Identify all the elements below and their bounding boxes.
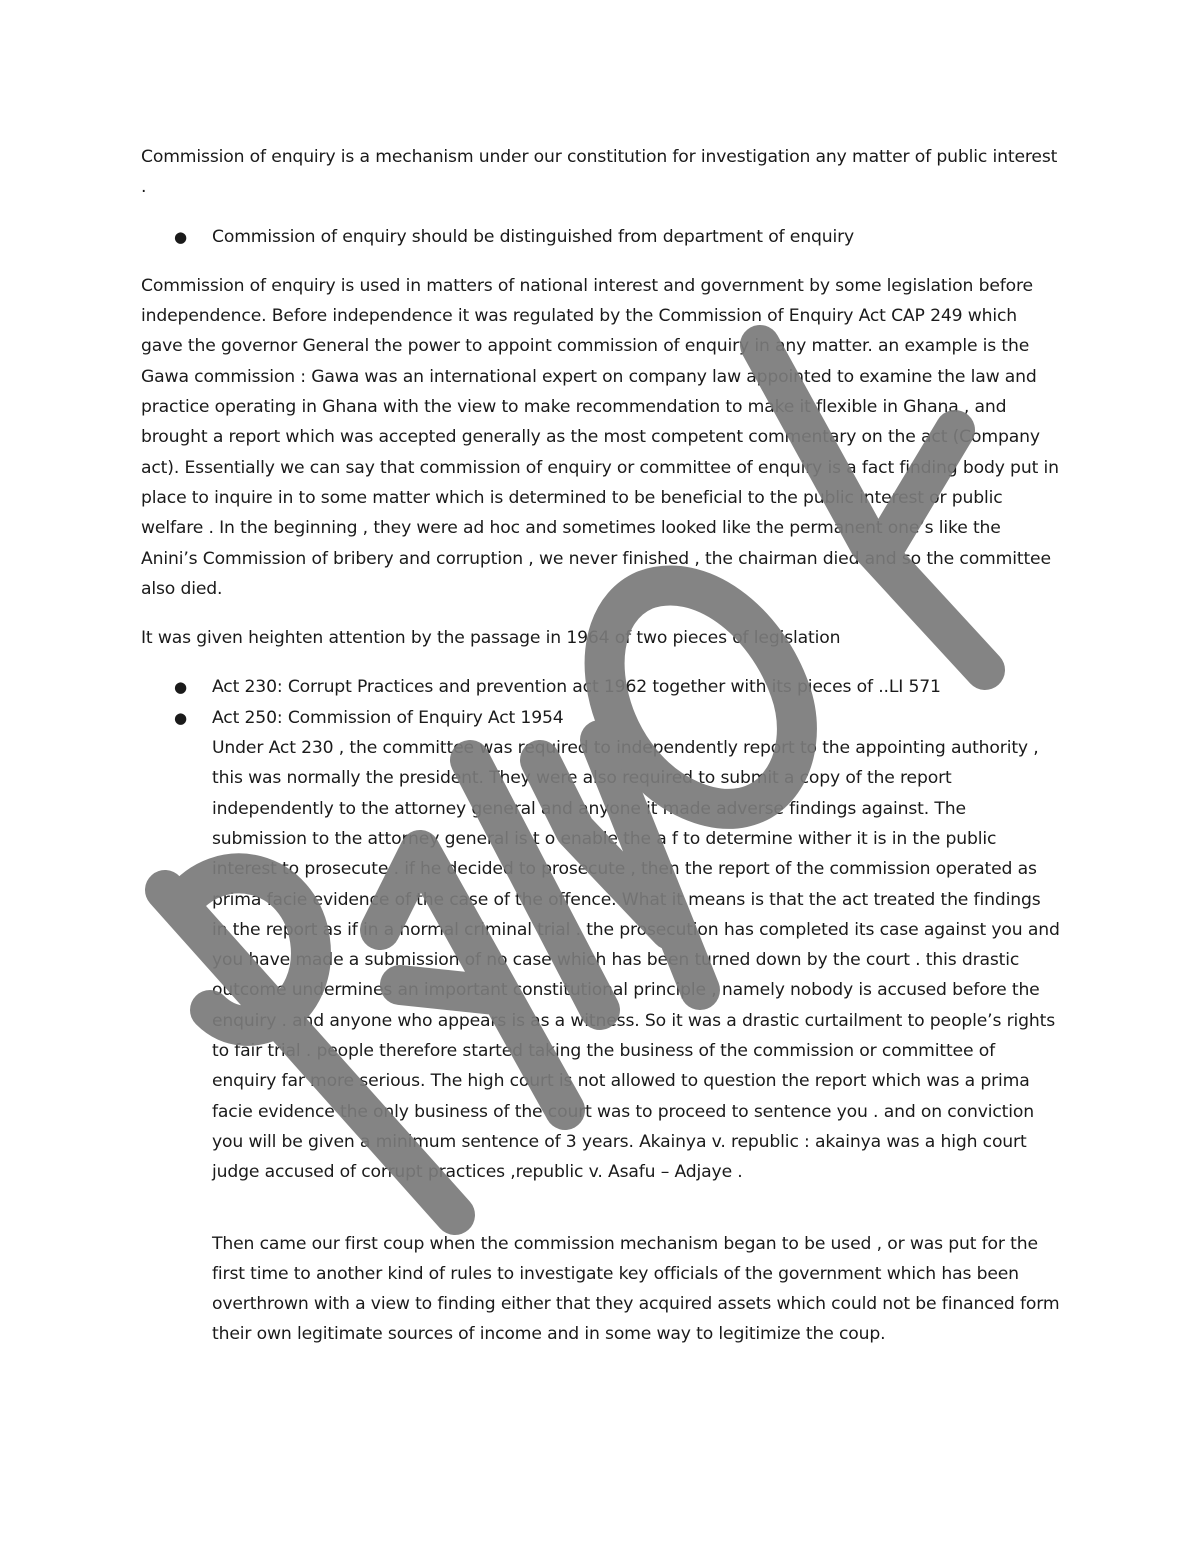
spacer [141,1188,1061,1229]
act-230-paragraph: Under Act 230 , the committee was required to independently report to the appointing authority , this was normally the president. They were also required to submit a copy of the report independently to the attorney general and anyone it made adverse findings against. The submission to the attorney general is t o enable the a f to determine wither it is in the public interest to prosecute . if he decided to prosecute , then the report of the commission operated as prima facie evidence of the case of the offence. What it means is that the act treated the findings in the report as if in a normal criminal trial . the prosecution has completed its case against you and you have made a submission of no case which has been turned down by the court . this drastic outcome undermines an important constitutional principle , namely nobody is accused before the enquiry . and anyone who appears is as a witness. So it was a drastic curtailment to people’s rights to fair trial . people therefore started taking the business of the commission or committee of enquiry far more serious. The high court is not allowed to question the report which was a prima facie evidence the only business of the court was to proceed to sentence you . and on conviction you will be given a minimum sentence of 3 years. Akainya v. republic : akainya was a high court judge accused of corrupt practices ,republic v. Asafu – Adjaye . [212,738,1060,1183]
list-item-text: Commission of enquiry should be distinguished from department of enquiry [212,226,855,247]
list-item-text: Act 250: Commission of Enquiry Act 1954 [212,707,564,728]
bullet-icon: ● [174,708,187,727]
intro-paragraph: Commission of enquiry is a mechanism under our constitution for investigation any matter of public interest . [141,147,1058,198]
history-paragraph: Commission of enquiry is used in matters of national interest and government by some legislation before independence. Before independence it was regulated by the Commission of Enquiry Act CAP 249 which gave the governor General the power to appoint commission of enquiry in any matter. an example is the Gawa commission : Gawa was an international expert on company law appointed to examine the law and practice operating in Ghana with the view to make recommendation to make it flexible in Ghana , and brought a report which was accepted generally as the most competent commentary on the act (Company act). Essentially we can say that commission of enquiry or committee of enquiry is a fact finding body put in place to inquire in to some matter which is determined to be beneficial to the public interest or public welfare . In the beginning , they were ad hoc and sometimes looked like the permanent one’s like the Anini’s Commission of bribery and corruption , we never finished , the chairman died and so the committee also died. [141,275,1059,599]
list-item [141,703,1061,1188]
bullet-icon: ● [174,678,187,697]
bullet-icon: ● [174,227,187,246]
legislation-intro-paragraph: It was given heighten attention by the passage in 1964 of two pieces of legislation [141,628,841,649]
list-item [141,672,1061,702]
document-body [141,142,1061,1369]
bullet-list-1 [141,222,1061,252]
list-item-text: Act 230: Corrupt Practices and prevention act 1962 together with its pieces of ..LI 571 [212,677,941,698]
bullet-list-2 [141,672,1061,1187]
list-item [141,222,1061,252]
coup-paragraph: Then came our first coup when the commission mechanism began to be used , or was put for the first time to another kind of rules to investigate key officials of the government which has been overthrown with a view to finding either that they acquired assets which could not be financed form their own legitimate sources of income and in some way to legitimize the coup. [212,1233,1060,1345]
